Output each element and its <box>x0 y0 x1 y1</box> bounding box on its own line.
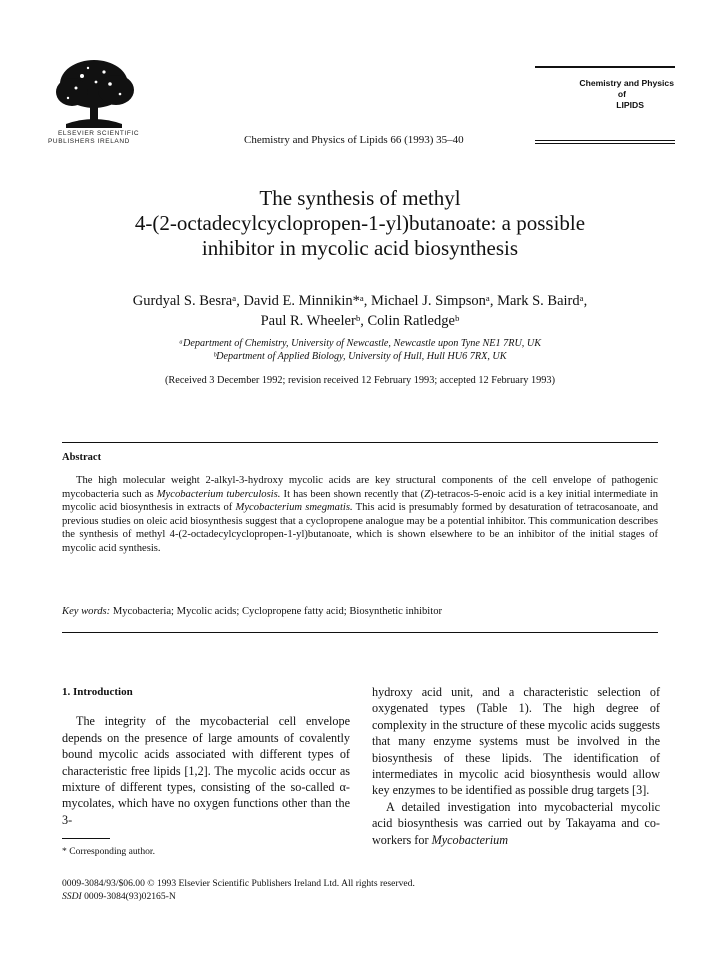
abstract-part-4: This acid is presumably formed by desaturation of tetracosanoate, and previous studies on oleic acid biosynthesis suggest that a cyclopropene analogue may be a potential inhibitor. This communication describes the synthesis of methyl 4-(2-octadecylcyclopropen-1-yl)butanoate, which is shown elsewhere to be an inhibitor of the initial stages of mycolic acid synthesis. <box>62 502 658 554</box>
article-title <box>60 186 660 261</box>
abstract-species-1: Mycobacterium tuberculosis. <box>156 488 281 500</box>
journal-name-line3: LIPIDS <box>616 100 644 110</box>
title-line-3: inhibitor in mycolic acid biosynthesis <box>201 236 519 260</box>
footnote-corresponding-author: * Corresponding author. <box>62 846 155 857</box>
ssdi-value: 0009-3084(93)02165-N <box>81 891 176 902</box>
authors-line-1: Gurdyal S. Besraᵃ, David E. Minnikin*ᵃ, Michael J. Simpsonᵃ, Mark S. Bairdᵃ, <box>132 293 588 309</box>
journal-name-line1: Chemistry and Physics <box>579 78 674 88</box>
abstract-z: Z <box>424 488 431 500</box>
abstract-text <box>62 474 658 556</box>
intro-paragraph-1-continued: hydroxy acid unit, and a characteristic selection of oxygenated types (Table 1). The high degree of complexity in the structure of these mycolic acids suggests that many enzyme systems must be involved in the biosynthesis of these lipids. The identification of intermediates in mycolic acid biosynthesis would allow key enzymes to be identified as possible drug targets [3]. <box>372 685 660 798</box>
affiliations <box>40 337 680 363</box>
authors-line-2: Paul R. Wheelerᵇ, Colin Ratledgeᵇ <box>260 313 460 329</box>
keywords <box>62 606 658 617</box>
footnote-rule <box>62 838 110 839</box>
received-dates: (Received 3 December 1992; revision received 12 February 1993; accepted 12 February 1993) <box>165 375 555 386</box>
journal-name-line2: of <box>617 89 626 99</box>
column-left <box>62 684 350 828</box>
ssdi-label: SSDI <box>62 891 82 902</box>
abstract-part-2: It has been shown recently that ( <box>280 488 425 500</box>
publisher-name: ELSEVIER SCIENTIFIC <box>58 130 140 137</box>
journal-rule-bottom <box>535 140 675 141</box>
abstract-rule-top <box>62 442 658 443</box>
abstract-rule-bottom <box>62 632 658 633</box>
title-line-2: 4-(2-octadecylcyclopropen-1-yl)butanoate: a possible <box>134 211 586 235</box>
journal-name <box>554 78 674 111</box>
abstract-part-1: The high molecular weight 2-alkyl-3-hydroxy mycolic acids are key structural components of the cell envelope of pathogenic mycobacteria such as <box>62 475 658 500</box>
keywords-text: Mycobacteria; Mycolic acids; Cyclopropene fatty acid; Biosynthetic inhibitor <box>110 606 443 617</box>
abstract-heading: Abstract <box>62 452 102 463</box>
author-list <box>40 291 680 331</box>
ssdi-line <box>62 891 176 902</box>
publisher-location: PUBLISHERS IRELAND <box>48 138 130 145</box>
keywords-label: Key words: <box>62 606 111 617</box>
intro-paragraph-2-species: Mycobacterium <box>431 832 509 847</box>
intro-paragraph-1: The integrity of the mycobacterial cell envelope depends on the presence of large amounts of covalently bound mycolic acids associated with different types of characteristic free lipids [1,2]. The mycolic acids occur as mixture of different types, consisting of the so-called α-mycolates, which have no oxygen functions other than the 3- <box>62 714 350 827</box>
intro-paragraph-2 <box>372 799 660 848</box>
affiliation-b: ᵇDepartment of Applied Biology, University of Hull, Hull HU6 7RX, UK <box>213 351 507 362</box>
section-heading-introduction: 1. Introduction <box>62 686 133 698</box>
journal-rule-bottom-double <box>535 143 675 144</box>
intro-paragraph-2-text: A detailed investigation into mycobacterial mycolic acid biosynthesis was carried out by Takayama and co-workers for <box>372 799 660 847</box>
copyright-line: 0009-3084/93/$06.00 © 1993 Elsevier Scientific Publishers Ireland Ltd. All rights reserved. <box>62 878 415 889</box>
affiliation-a: ᵃDepartment of Chemistry, University of Newcastle, Newcastle upon Tyne NE1 7RU, UK <box>178 338 542 349</box>
title-line-1: The synthesis of methyl <box>259 186 461 210</box>
column-right <box>372 684 660 848</box>
journal-rule-top <box>535 66 675 68</box>
journal-citation: Chemistry and Physics of Lipids 66 (1993) 35–40 <box>244 134 464 146</box>
abstract-species-2: Mycobacterium smegmatis. <box>235 502 353 514</box>
abstract-part-3: )-tetracos-5-enoic acid is a key initial intermediate in mycolic acid biosynthesis in extracts of <box>62 488 658 514</box>
